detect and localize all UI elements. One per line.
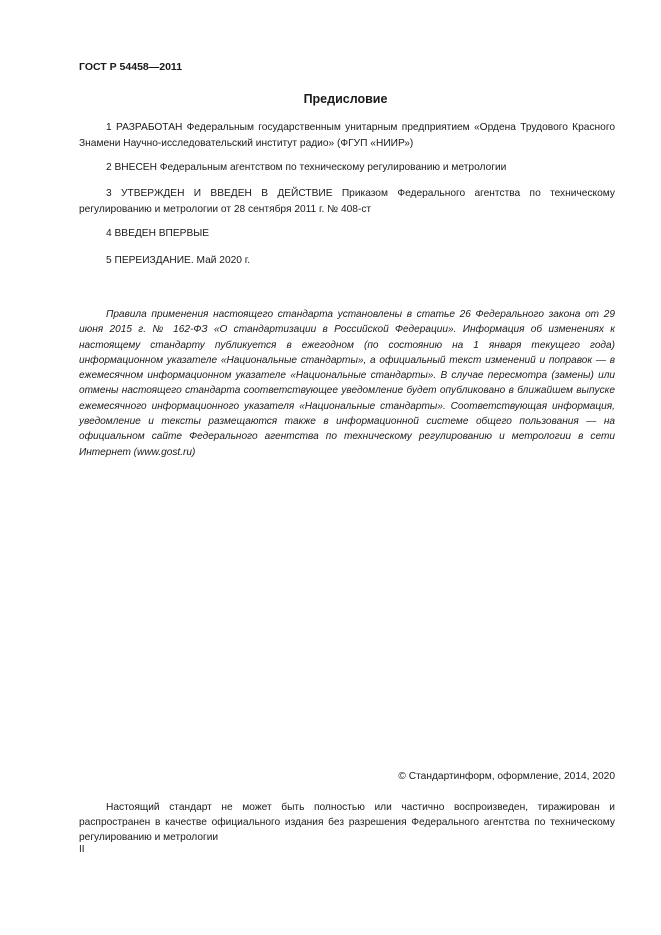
notice-text: Настоящий стандарт не может быть полностью или частично воспроизведен, тиражирован и распространен в качестве официального издания без разрешения Федерального агентства по техническому регулированию и метрологии: [79, 802, 615, 843]
foreword-item-5: [79, 253, 615, 269]
foreword-item-text: 1 РАЗРАБОТАН Федеральным государственным унитарным предприятием «Ордена Трудового Красного Знамени Научно-исследовательский институт радио» (ФГУП «НИИР»): [79, 122, 615, 149]
foreword-item-4: [79, 226, 615, 242]
page-number: II: [79, 844, 85, 855]
foreword-item-1: [79, 120, 615, 151]
foreword-item-3: [79, 186, 615, 217]
reproduction-notice: [79, 800, 615, 845]
copyright-line: © Стандартинформ, оформление, 2014, 2020: [398, 771, 615, 782]
foreword-item-2: [79, 160, 615, 176]
note-text: Правила применения настоящего стандарта установлены в статье 26 Федерального закона от 29 июня 2015 г. № 162-ФЗ «О стандартизации в Российской Федерации». Информация об изменениях к настоящему стандарту публикуется в ежегодном (по состоянию на 1 января текущего года) информационном указателе «Национальные стандарты», а официальный текст изменений и поправок — в ежемесячном информационном указателе «Национальные стандарты». В случае пересмотра (замены) или отмены настоящего стандарта соответствующее уведомление будет опубликовано в ближайшем выпуске ежемесячного информационного указателя «Национальные стандарты». Соответствующая информация, уведомление и тексты размещаются также в информационной системе общего пользования — на официальном сайте Федерального агентства по техническому регулированию и метрологии в сети Интернет (www.gost.ru): [79, 309, 615, 458]
foreword-item-text: 4 ВВЕДЕН ВПЕРВЫЕ: [106, 228, 210, 239]
foreword-item-text: 2 ВНЕСЕН Федеральным агентством по техническому регулированию и метрологии: [106, 162, 507, 173]
document-id: ГОСТ Р 54458—2011: [79, 61, 183, 73]
application-rules-note: [79, 307, 615, 460]
foreword-item-text: 5 ПЕРЕИЗДАНИЕ. Май 2020 г.: [106, 255, 251, 266]
foreword-item-text: 3 УТВЕРЖДЕН И ВВЕДЕН В ДЕЙСТВИЕ Приказом Федерального агентства по техническому регулированию и метрологии от 28 сентября 2011 г. № 408-ст: [79, 188, 615, 215]
section-title: Предисловие: [303, 92, 388, 106]
